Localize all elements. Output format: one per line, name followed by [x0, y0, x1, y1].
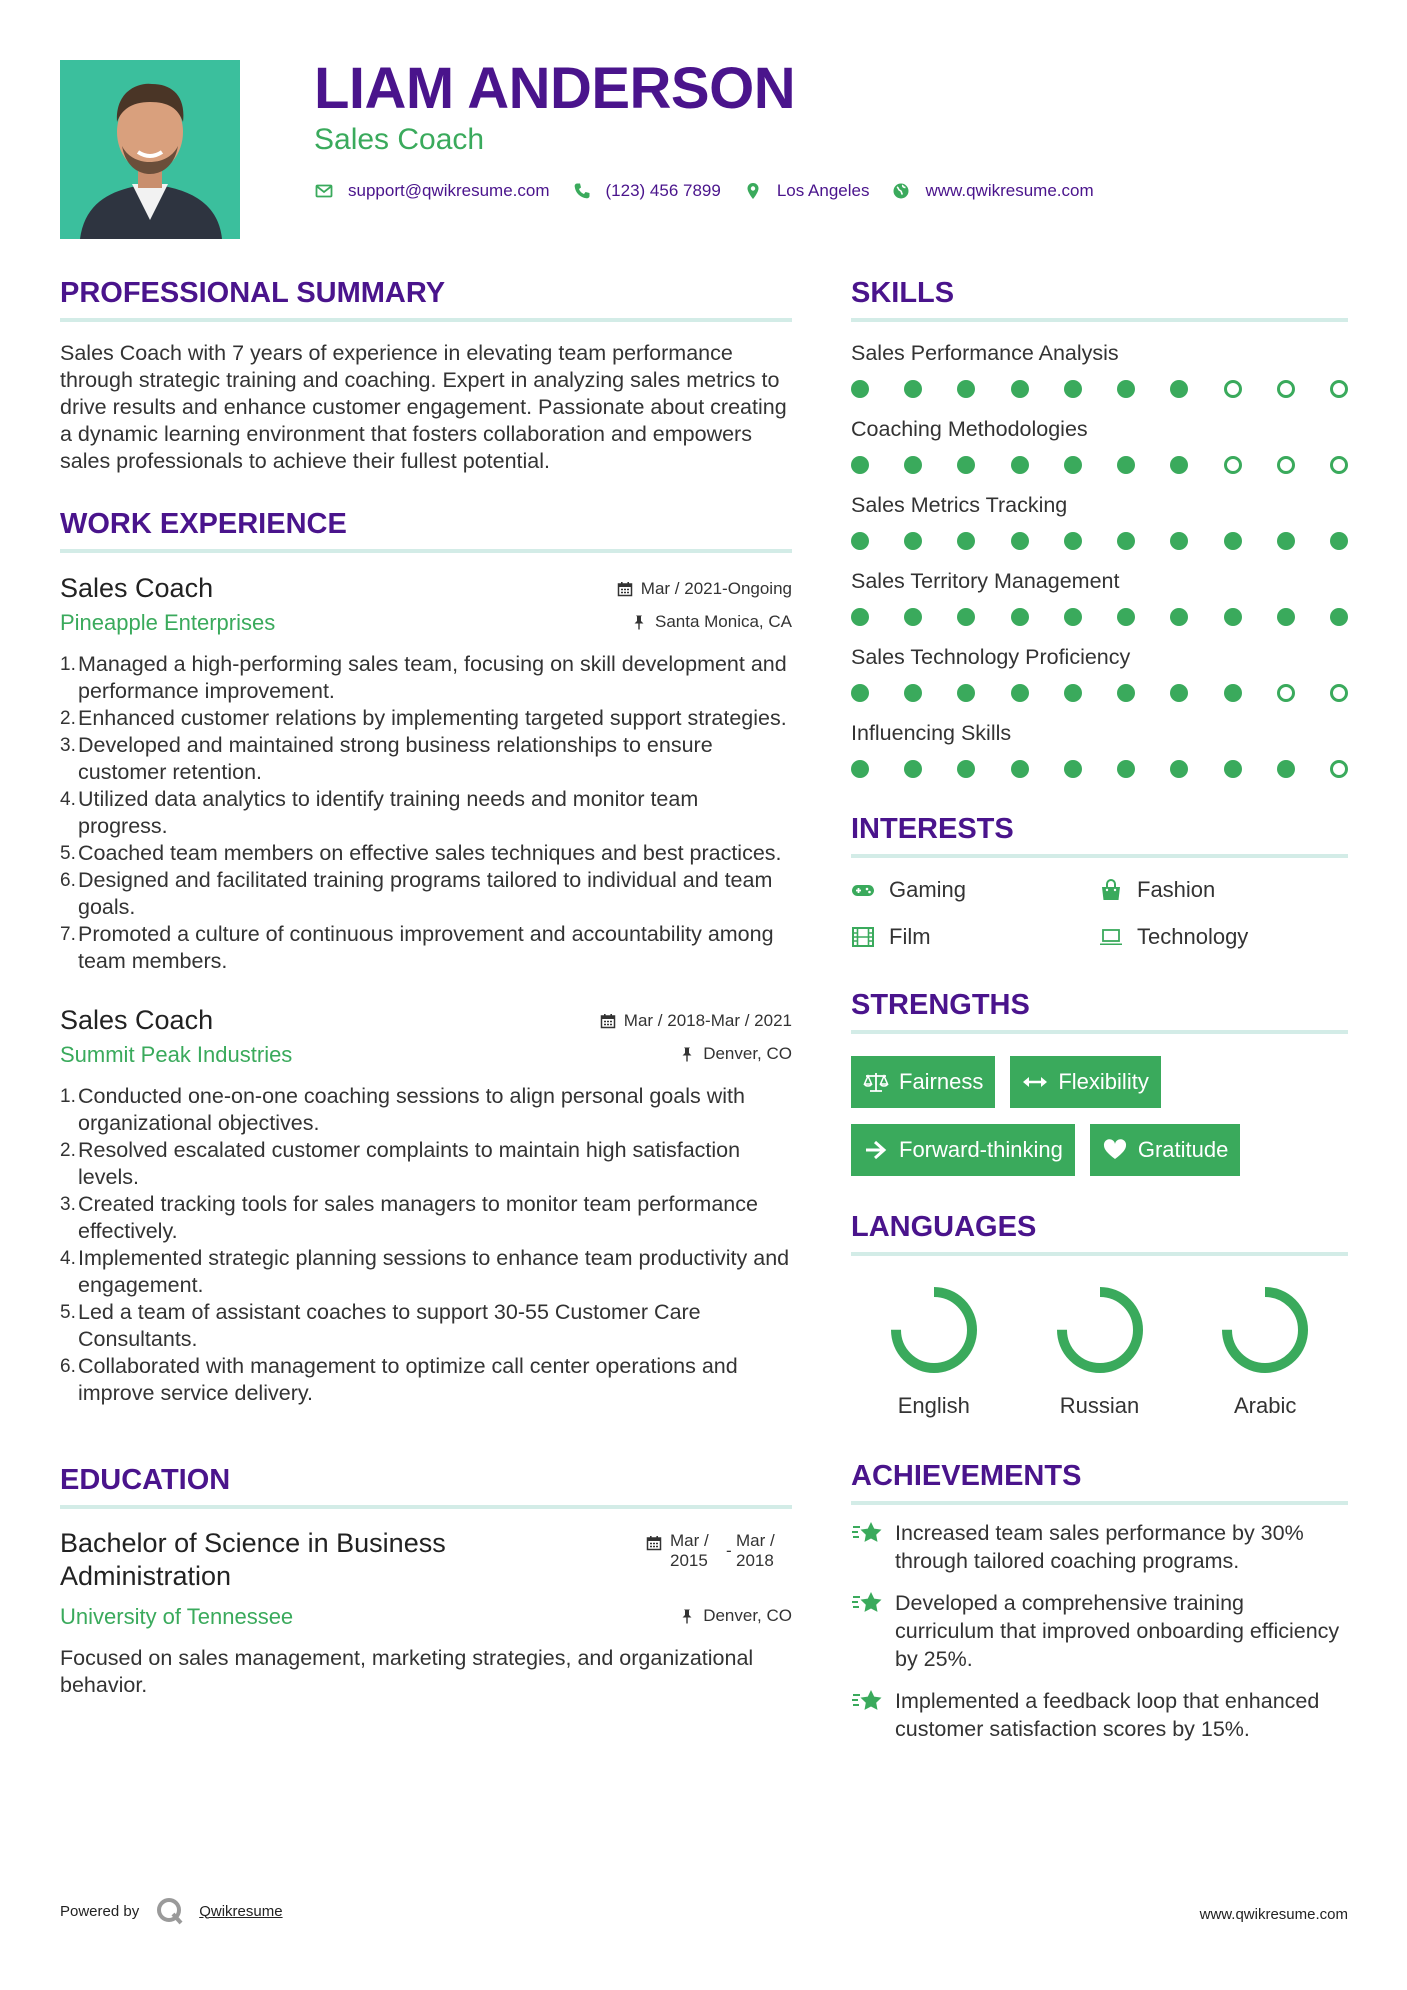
list-item: 4. Implemented strategic planning sessions to enhance team productivity and engagement.	[60, 1246, 790, 1297]
summary-text: Sales Coach with 7 years of experience in elevating team performance through strategic training and coaching. Expert in analyzing sales metrics to drive results and enhance customer engagement. Passionate about creating a dynamic learning environment that fosters collaboration and empowers sales professionals to achieve their fullest potential.	[60, 341, 787, 473]
heart-icon	[1102, 1139, 1128, 1161]
list-item: 2. Resolved escalated customer complaints to maintain high satisfaction levels.	[60, 1138, 741, 1189]
rating-dot-filled	[1170, 608, 1188, 626]
skill-name: Coaching Methodologies	[851, 417, 1088, 441]
rating-dot-filled	[957, 532, 975, 550]
rating-dot-filled	[904, 684, 922, 702]
language-level-ring	[1052, 1282, 1148, 1378]
right-column	[851, 276, 1348, 1743]
rating-dot-filled	[957, 456, 975, 474]
list-item: 5. Led a team of assistant coaches to support 30-55 Customer Care Consultants.	[60, 1300, 701, 1351]
email-text: support@qwikresume.com	[348, 181, 550, 200]
calendar-icon	[646, 1535, 662, 1551]
skill-item	[851, 416, 1348, 474]
list-item: 3. Developed and maintained strong business relationships to ensure customer retention.	[60, 733, 713, 784]
job-title: Sales Coach	[60, 1005, 214, 1035]
section-divider	[60, 1505, 792, 1509]
rating-dot-filled	[904, 608, 922, 626]
school-location: Denver, CO	[679, 1606, 792, 1626]
contact-website[interactable]	[891, 181, 1093, 201]
pushpin-icon	[679, 1046, 695, 1062]
list-item: 3. Created tracking tools for sales managers to monitor team performance effectively.	[60, 1192, 758, 1243]
summary-section	[60, 276, 792, 475]
rating-dot-filled	[851, 380, 869, 398]
job-entry	[60, 1003, 792, 1407]
section-divider	[851, 1030, 1348, 1034]
envelope-icon	[314, 181, 334, 201]
rating-dot-empty	[1277, 684, 1295, 702]
rating-dot-filled	[1117, 380, 1135, 398]
skill-rating	[851, 532, 1348, 550]
rating-dot-empty	[1277, 380, 1295, 398]
gamepad-icon	[851, 879, 877, 901]
strength-tag: Fairness	[851, 1056, 995, 1108]
interest-item: Technology	[1099, 923, 1347, 950]
interests-section	[851, 812, 1348, 950]
date-separator: -	[726, 1541, 732, 1560]
list-item: 7. Promoted a culture of continuous improvement and accountability among team members.	[60, 922, 774, 973]
skill-item	[851, 568, 1348, 626]
section-title-experience: WORK EXPERIENCE	[60, 508, 347, 540]
achievement-item: Implemented a feedback loop that enhanced customer satisfaction scores by 15%.	[851, 1687, 1348, 1743]
section-divider	[60, 318, 792, 322]
rating-dot-filled	[851, 684, 869, 702]
rating-dot-filled	[1117, 608, 1135, 626]
star-badge-icon	[851, 1687, 885, 1717]
arrow-right-icon	[863, 1139, 889, 1161]
company-name: Summit Peak Industries	[60, 1042, 293, 1067]
footer-url[interactable]: www.qwikresume.com	[1199, 1906, 1348, 1923]
section-title-strengths: STRENGTHS	[851, 989, 1030, 1021]
job-date: Mar / 2021-Ongoing	[617, 579, 792, 599]
profile-photo	[60, 60, 240, 239]
section-title-achievements: ACHIEVEMENTS	[851, 1460, 1082, 1492]
skill-rating	[851, 456, 1348, 474]
rating-dot-filled	[957, 380, 975, 398]
location-text: Los Angeles	[776, 181, 870, 200]
rating-dot-empty	[1277, 456, 1295, 474]
star-badge-icon	[851, 1589, 885, 1619]
achievements-section	[851, 1459, 1348, 1743]
languages-section	[851, 1210, 1348, 1419]
section-divider	[60, 549, 792, 553]
rating-dot-filled	[851, 532, 869, 550]
skill-rating	[851, 684, 1348, 702]
contact-email[interactable]	[314, 181, 550, 201]
candidate-title: Sales Coach	[314, 123, 485, 156]
list-item: 1. Conducted one-on-one coaching sessions to align personal goals with organizational objectives.	[60, 1084, 745, 1135]
degree-title: Bachelor of Science in Business Administration	[60, 1528, 446, 1591]
strength-tag: Forward-thinking	[851, 1124, 1075, 1176]
rating-dot-filled	[851, 608, 869, 626]
language-level-arc	[896, 1292, 972, 1368]
language-item	[1182, 1282, 1348, 1419]
section-divider	[851, 318, 1348, 322]
skill-item	[851, 340, 1348, 398]
language-item	[851, 1282, 1017, 1419]
laptop-icon	[1099, 926, 1125, 948]
strengths-section	[851, 988, 1348, 1176]
section-title-summary: PROFESSIONAL SUMMARY	[60, 277, 446, 309]
brand-link[interactable]: Qwikresume	[199, 1902, 283, 1920]
rating-dot-filled	[1277, 608, 1295, 626]
rating-dot-filled	[904, 760, 922, 778]
job-title: Sales Coach	[60, 573, 214, 603]
rating-dot-filled	[957, 684, 975, 702]
rating-dot-filled	[1170, 380, 1188, 398]
interest-item: Film	[851, 923, 1099, 950]
rating-dot-filled	[1064, 608, 1082, 626]
language-name: Russian	[1059, 1393, 1140, 1418]
skill-name: Sales Territory Management	[851, 569, 1120, 593]
skill-item	[851, 644, 1348, 702]
rating-dot-filled	[1011, 532, 1029, 550]
contact-bar	[314, 178, 1116, 204]
rating-dot-filled	[1011, 456, 1029, 474]
section-title-languages: LANGUAGES	[851, 1211, 1037, 1243]
rating-dot-filled	[1277, 760, 1295, 778]
rating-dot-filled	[1224, 608, 1242, 626]
list-item: 5. Coached team members on effective sales techniques and best practices.	[60, 841, 782, 865]
rating-dot-filled	[851, 760, 869, 778]
phone-text: (123) 456 7899	[605, 181, 721, 200]
contact-phone[interactable]	[572, 181, 721, 201]
interest-item: Fashion	[1099, 876, 1347, 903]
section-divider	[851, 854, 1348, 858]
section-title-education: EDUCATION	[60, 1464, 231, 1496]
interest-item: Gaming	[851, 876, 1099, 903]
rating-dot-filled	[1117, 532, 1135, 550]
rating-dot-filled	[1011, 684, 1029, 702]
skill-rating	[851, 760, 1348, 778]
balance-scale-icon	[863, 1071, 889, 1093]
film-icon	[851, 926, 877, 948]
rating-dot-empty	[1330, 380, 1348, 398]
pushpin-icon	[679, 1608, 695, 1624]
education-section	[60, 1463, 792, 1699]
rating-dot-filled	[1170, 532, 1188, 550]
company-name: Pineapple Enterprises	[60, 610, 276, 635]
rating-dot-filled	[904, 380, 922, 398]
rating-dot-filled	[1330, 608, 1348, 626]
education-dates	[646, 1531, 792, 1571]
list-item: 1. Managed a high-performing sales team, focusing on skill development and performance improvement.	[60, 652, 787, 703]
skill-name: Sales Technology Proficiency	[851, 645, 1131, 669]
rating-dot-filled	[1011, 760, 1029, 778]
job-location: Santa Monica, CA	[631, 612, 792, 632]
education-start: Mar / 2015	[670, 1531, 709, 1570]
section-divider	[851, 1501, 1348, 1505]
footer-powered-by	[60, 1896, 283, 1926]
rating-dot-empty	[1224, 456, 1242, 474]
rating-dot-filled	[1170, 684, 1188, 702]
contact-location	[743, 181, 870, 201]
skill-rating	[851, 380, 1348, 398]
language-level-arc	[1062, 1292, 1138, 1368]
achievement-item: Increased team sales performance by 30% through tailored coaching programs.	[851, 1519, 1348, 1575]
strength-tag: Gratitude	[1090, 1124, 1241, 1176]
rating-dot-filled	[1064, 684, 1082, 702]
rating-dot-filled	[1064, 380, 1082, 398]
job-bullets	[60, 651, 792, 975]
achievement-item: Developed a comprehensive training curriculum that improved onboarding efficiency by 25%.	[851, 1589, 1348, 1673]
skill-item	[851, 492, 1348, 550]
rating-dot-filled	[1170, 456, 1188, 474]
section-title-interests: INTERESTS	[851, 813, 1014, 845]
pushpin-icon	[631, 614, 647, 630]
globe-icon	[891, 181, 911, 201]
language-name: English	[897, 1393, 970, 1418]
skill-name: Influencing Skills	[851, 721, 1012, 745]
website-text: www.qwikresume.com	[925, 181, 1094, 200]
star-badge-icon	[851, 1519, 885, 1549]
rating-dot-filled	[957, 608, 975, 626]
rating-dot-empty	[1330, 456, 1348, 474]
map-marker-icon	[743, 181, 763, 201]
school-name: University of Tennessee	[60, 1604, 294, 1629]
skills-section	[851, 276, 1348, 778]
language-name: Arabic	[1234, 1393, 1297, 1418]
skills-list	[851, 340, 1348, 778]
rating-dot-filled	[904, 532, 922, 550]
rating-dot-filled	[1224, 532, 1242, 550]
rating-dot-filled	[1117, 760, 1135, 778]
strength-tag: Flexibility	[1010, 1056, 1160, 1108]
rating-dot-filled	[1330, 532, 1348, 550]
education-end: Mar / 2018	[736, 1531, 775, 1570]
rating-dot-empty	[1330, 684, 1348, 702]
rating-dot-filled	[1224, 684, 1242, 702]
rating-dot-filled	[851, 456, 869, 474]
rating-dot-filled	[1170, 760, 1188, 778]
skill-name: Sales Performance Analysis	[851, 341, 1119, 365]
rating-dot-filled	[1224, 760, 1242, 778]
rating-dot-filled	[904, 456, 922, 474]
rating-dot-filled	[1064, 456, 1082, 474]
arrows-horizontal-icon	[1022, 1071, 1048, 1093]
section-title-skills: SKILLS	[851, 277, 955, 309]
qwikresume-logo-icon	[155, 1896, 185, 1926]
language-item	[1017, 1282, 1183, 1419]
job-location: Denver, CO	[679, 1044, 792, 1064]
list-item: 2. Enhanced customer relations by implementing targeted support strategies.	[60, 706, 787, 730]
language-level-ring	[886, 1282, 982, 1378]
list-item: 6. Collaborated with management to optimize call center operations and improve service delivery.	[60, 1354, 738, 1405]
rating-dot-filled	[1011, 380, 1029, 398]
skill-name: Sales Metrics Tracking	[851, 493, 1068, 517]
list-item: 4. Utilized data analytics to identify training needs and monitor team progress.	[60, 787, 699, 838]
rating-dot-filled	[1064, 760, 1082, 778]
experience-section	[60, 507, 792, 1407]
language-level-ring	[1217, 1282, 1313, 1378]
education-description: Focused on sales management, marketing strategies, and organizational behavior.	[60, 1646, 754, 1697]
calendar-icon	[617, 581, 633, 597]
rating-dot-filled	[1011, 608, 1029, 626]
candidate-name: LIAM ANDERSON	[314, 56, 796, 121]
rating-dot-filled	[1277, 532, 1295, 550]
phone-icon	[572, 181, 592, 201]
language-level-arc	[1227, 1292, 1303, 1368]
skill-item	[851, 720, 1348, 778]
rating-dot-filled	[1117, 684, 1135, 702]
rating-dot-empty	[1330, 760, 1348, 778]
rating-dot-filled	[957, 760, 975, 778]
calendar-icon	[600, 1013, 616, 1029]
section-divider	[851, 1252, 1348, 1256]
job-date: Mar / 2018-Mar / 2021	[600, 1011, 792, 1031]
rating-dot-filled	[1117, 456, 1135, 474]
languages-list	[851, 1282, 1348, 1419]
rating-dot-empty	[1224, 380, 1242, 398]
job-bullets	[60, 1083, 792, 1407]
shopping-bag-icon	[1099, 879, 1125, 901]
skill-rating	[851, 608, 1348, 626]
job-entry	[60, 571, 792, 975]
left-column	[60, 276, 792, 1699]
list-item: 6. Designed and facilitated training programs tailored to individual and team goals.	[60, 868, 773, 919]
powered-by-label: Powered by	[60, 1902, 140, 1920]
rating-dot-filled	[1064, 532, 1082, 550]
